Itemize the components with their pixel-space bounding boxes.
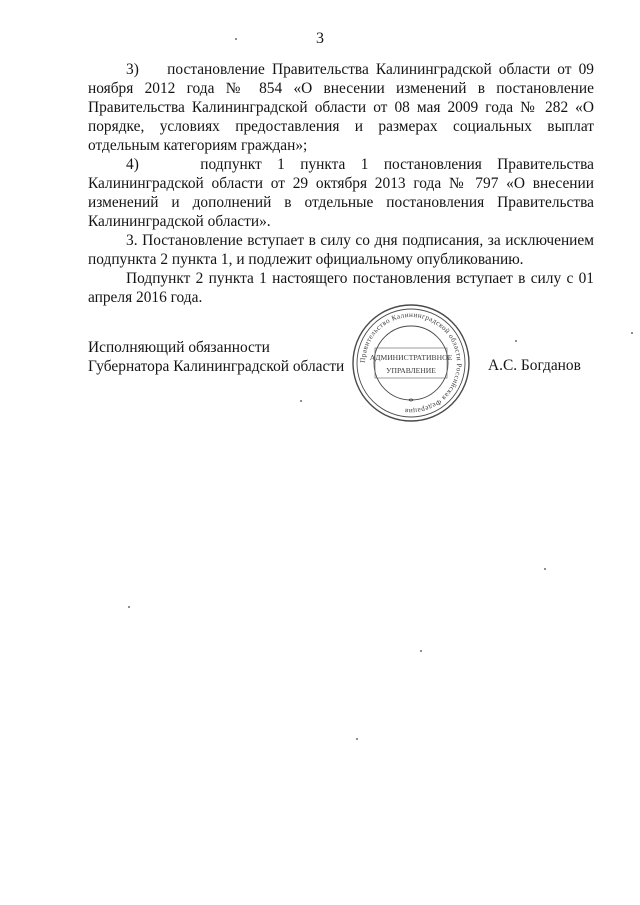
page-number: 3 xyxy=(316,30,324,47)
scan-speck xyxy=(235,38,237,40)
scan-speck xyxy=(300,400,302,402)
scan-speck xyxy=(356,738,358,740)
signatory-name: А.С. Богданов xyxy=(488,357,581,374)
paragraph-item-3: 3) постановление Правительства Калининградской области от 09 ноября 2012 года № 854 «О внесении изменений в постановление Правительства Калининградской области от 08 мая 2009 года № 282 «О порядке, условиях предоставления и размерах социальных выплат отдельным категориям граждан»; xyxy=(88,61,594,154)
seal-star: * xyxy=(408,396,414,408)
paragraph-clause-3: 3. Постановление вступает в силу со дня подписания, за исключением подпункта 2 пункта 1, и подлежит официальному опубликованию. xyxy=(88,232,594,268)
paragraph-effective-date: Подпункт 2 пункта 1 настоящего постановления вступает в силу с 01 апреля 2016 года. xyxy=(88,270,594,306)
scan-speck xyxy=(420,650,422,652)
official-seal-stamp xyxy=(350,302,472,424)
scan-speck xyxy=(128,606,130,608)
seal-center-line-2: УПРАВЛЕНИЕ xyxy=(386,366,436,375)
signature-position xyxy=(88,338,344,376)
seal-center-line-1: АДМИНИСТРАТИВНОЕ xyxy=(369,353,453,362)
position-line-2: Губернатора Калининградской области xyxy=(88,358,345,375)
document-body xyxy=(88,60,594,307)
scan-speck xyxy=(515,340,517,342)
paragraph-item-4: 4) подпункт 1 пункта 1 постановления Правительства Калининградской области от 29 октября 2013 года № 797 «О внесении изменений и дополнений в отдельные постановления Правительства Калининградской области». xyxy=(88,156,594,230)
scan-speck xyxy=(631,332,633,334)
scan-speck xyxy=(544,568,546,570)
position-line-1: Исполняющий обязанности xyxy=(88,339,270,356)
seal-ring-text: Правительство Калининградской области Российская Федерация xyxy=(358,310,464,416)
